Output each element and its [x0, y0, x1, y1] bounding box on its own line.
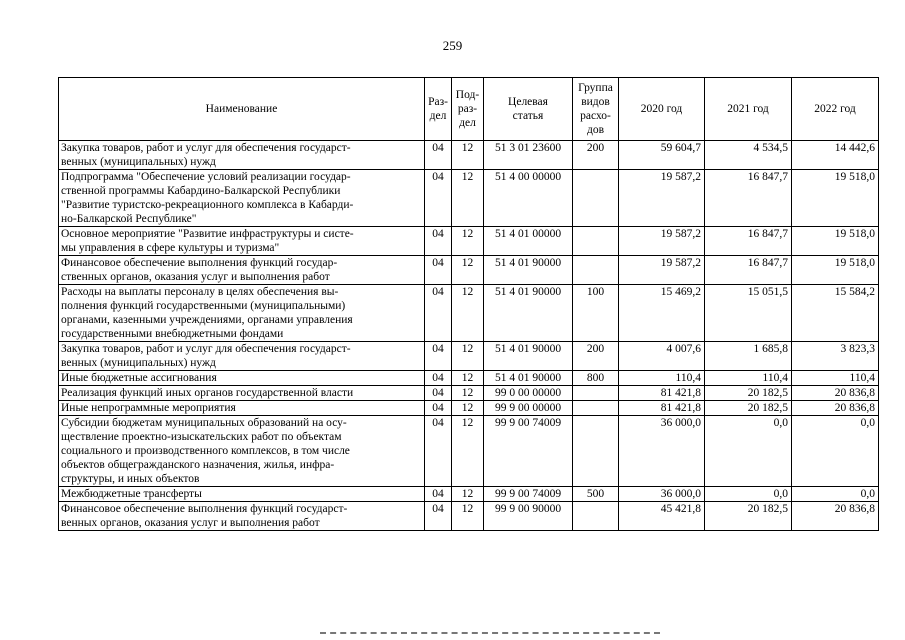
budget-table	[58, 77, 879, 531]
cell-target-article: 99 9 00 74009	[484, 416, 573, 487]
cell-subsection: 12	[452, 227, 484, 256]
next-page-edge	[320, 632, 660, 637]
cell-expense-group	[573, 227, 619, 256]
cell-2020: 19 587,2	[619, 170, 705, 227]
cell-subsection: 12	[452, 342, 484, 371]
cell-2022: 19 518,0	[792, 256, 879, 285]
cell-name: Иные бюджетные ассигнования	[59, 371, 425, 386]
header-section: Раз- дел	[425, 78, 452, 141]
cell-target-article: 51 4 01 90000	[484, 256, 573, 285]
cell-name: Межбюджетные трансферты	[59, 487, 425, 502]
table-row	[59, 256, 879, 285]
cell-2020: 81 421,8	[619, 386, 705, 401]
cell-2022: 19 518,0	[792, 170, 879, 227]
table-body	[59, 141, 879, 531]
cell-expense-group	[573, 502, 619, 531]
table-row	[59, 371, 879, 386]
cell-2022: 20 836,8	[792, 386, 879, 401]
cell-target-article: 99 9 00 74009	[484, 487, 573, 502]
cell-section: 04	[425, 141, 452, 170]
cell-2021: 15 051,5	[705, 285, 792, 342]
table-row	[59, 502, 879, 531]
header-2021: 2021 год	[705, 78, 792, 141]
cell-expense-group	[573, 170, 619, 227]
cell-2021: 16 847,7	[705, 170, 792, 227]
cell-2020: 45 421,8	[619, 502, 705, 531]
cell-name: Субсидии бюджетам муниципальных образований на осу- ществление проектно-изыскательских работ по объектам социального и производственного комплексов, в том числе объектов общегражданского назначения, жилья, инфра- структуры, и иных объектов	[59, 416, 425, 487]
cell-target-article: 51 4 01 90000	[484, 342, 573, 371]
cell-2021: 0,0	[705, 487, 792, 502]
cell-target-article: 51 4 01 90000	[484, 371, 573, 386]
table-row	[59, 416, 879, 487]
cell-expense-group: 800	[573, 371, 619, 386]
cell-expense-group	[573, 416, 619, 487]
cell-subsection: 12	[452, 416, 484, 487]
cell-subsection: 12	[452, 386, 484, 401]
cell-2020: 15 469,2	[619, 285, 705, 342]
cell-subsection: 12	[452, 141, 484, 170]
header-2020: 2020 год	[619, 78, 705, 141]
cell-section: 04	[425, 502, 452, 531]
cell-subsection: 12	[452, 502, 484, 531]
cell-2021: 16 847,7	[705, 227, 792, 256]
cell-2022: 19 518,0	[792, 227, 879, 256]
cell-section: 04	[425, 227, 452, 256]
cell-expense-group: 200	[573, 141, 619, 170]
table-row	[59, 487, 879, 502]
cell-section: 04	[425, 256, 452, 285]
cell-expense-group	[573, 401, 619, 416]
table-row	[59, 401, 879, 416]
cell-target-article: 51 4 01 90000	[484, 285, 573, 342]
cell-target-article: 51 3 01 23600	[484, 141, 573, 170]
cell-target-article: 51 4 00 00000	[484, 170, 573, 227]
cell-subsection: 12	[452, 371, 484, 386]
cell-2022: 3 823,3	[792, 342, 879, 371]
cell-2020: 19 587,2	[619, 256, 705, 285]
cell-2020: 36 000,0	[619, 487, 705, 502]
cell-2020: 110,4	[619, 371, 705, 386]
cell-subsection: 12	[452, 285, 484, 342]
cell-name: Закупка товаров, работ и услуг для обеспечения государст- венных (муниципальных) нужд	[59, 141, 425, 170]
cell-2021: 16 847,7	[705, 256, 792, 285]
cell-section: 04	[425, 170, 452, 227]
cell-target-article: 99 9 00 90000	[484, 502, 573, 531]
cell-section: 04	[425, 342, 452, 371]
cell-name: Основное мероприятие "Развитие инфраструктуры и систе- мы управления в сфере культуры и туризма"	[59, 227, 425, 256]
cell-2020: 81 421,8	[619, 401, 705, 416]
cell-2020: 4 007,6	[619, 342, 705, 371]
table-row	[59, 342, 879, 371]
cell-2021: 0,0	[705, 416, 792, 487]
cell-name: Иные непрограммные мероприятия	[59, 401, 425, 416]
cell-name: Расходы на выплаты персоналу в целях обеспечения вы- полнения функций государственными (муниципальными) органами, казенными учреждениями, органами управления государственными внебюджетными фондами	[59, 285, 425, 342]
cell-2021: 4 534,5	[705, 141, 792, 170]
cell-expense-group	[573, 386, 619, 401]
cell-expense-group: 500	[573, 487, 619, 502]
cell-2021: 20 182,5	[705, 502, 792, 531]
cell-name: Закупка товаров, работ и услуг для обеспечения государст- венных (муниципальных) нужд	[59, 342, 425, 371]
table-row	[59, 386, 879, 401]
cell-2021: 1 685,8	[705, 342, 792, 371]
header-target-article: Целевая статья	[484, 78, 573, 141]
cell-2022: 20 836,8	[792, 502, 879, 531]
cell-expense-group: 200	[573, 342, 619, 371]
cell-name: Финансовое обеспечение выполнения функций государ- ственных органов, оказания услуг и выполнения работ	[59, 256, 425, 285]
table-row	[59, 170, 879, 227]
cell-section: 04	[425, 386, 452, 401]
cell-name: Финансовое обеспечение выполнения функций государст- венных органов, оказания услуг и выполнения работ	[59, 502, 425, 531]
header-expense-group: Группа видов расхо- дов	[573, 78, 619, 141]
header-name: Наименование	[59, 78, 425, 141]
cell-2021: 20 182,5	[705, 401, 792, 416]
cell-2020: 59 604,7	[619, 141, 705, 170]
table-row	[59, 285, 879, 342]
cell-2022: 110,4	[792, 371, 879, 386]
cell-target-article: 99 0 00 00000	[484, 386, 573, 401]
cell-2022: 15 584,2	[792, 285, 879, 342]
cell-2022: 0,0	[792, 416, 879, 487]
cell-2021: 20 182,5	[705, 386, 792, 401]
cell-2020: 36 000,0	[619, 416, 705, 487]
cell-subsection: 12	[452, 487, 484, 502]
cell-subsection: 12	[452, 256, 484, 285]
cell-target-article: 51 4 01 00000	[484, 227, 573, 256]
cell-2022: 14 442,6	[792, 141, 879, 170]
cell-section: 04	[425, 371, 452, 386]
cell-name: Подпрограмма "Обеспечение условий реализации государ- ственной программы Кабардино-Балкарской Республики "Развитие туристско-рекреационного комплекса в Кабарди- но-Балкарской Республике"	[59, 170, 425, 227]
page-number: 259	[442, 38, 463, 53]
table-row	[59, 227, 879, 256]
cell-subsection: 12	[452, 401, 484, 416]
cell-section: 04	[425, 487, 452, 502]
cell-name: Реализация функций иных органов государственной власти	[59, 386, 425, 401]
header-2022: 2022 год	[792, 78, 879, 141]
cell-2020: 19 587,2	[619, 227, 705, 256]
cell-2022: 20 836,8	[792, 401, 879, 416]
cell-subsection: 12	[452, 170, 484, 227]
cell-section: 04	[425, 401, 452, 416]
cell-section: 04	[425, 416, 452, 487]
cell-expense-group	[573, 256, 619, 285]
table-row	[59, 141, 879, 170]
table-header-row	[59, 78, 879, 141]
cell-2022: 0,0	[792, 487, 879, 502]
cell-section: 04	[425, 285, 452, 342]
cell-expense-group: 100	[573, 285, 619, 342]
cell-target-article: 99 9 00 00000	[484, 401, 573, 416]
header-subsection: Под- раз- дел	[452, 78, 484, 141]
cell-2021: 110,4	[705, 371, 792, 386]
